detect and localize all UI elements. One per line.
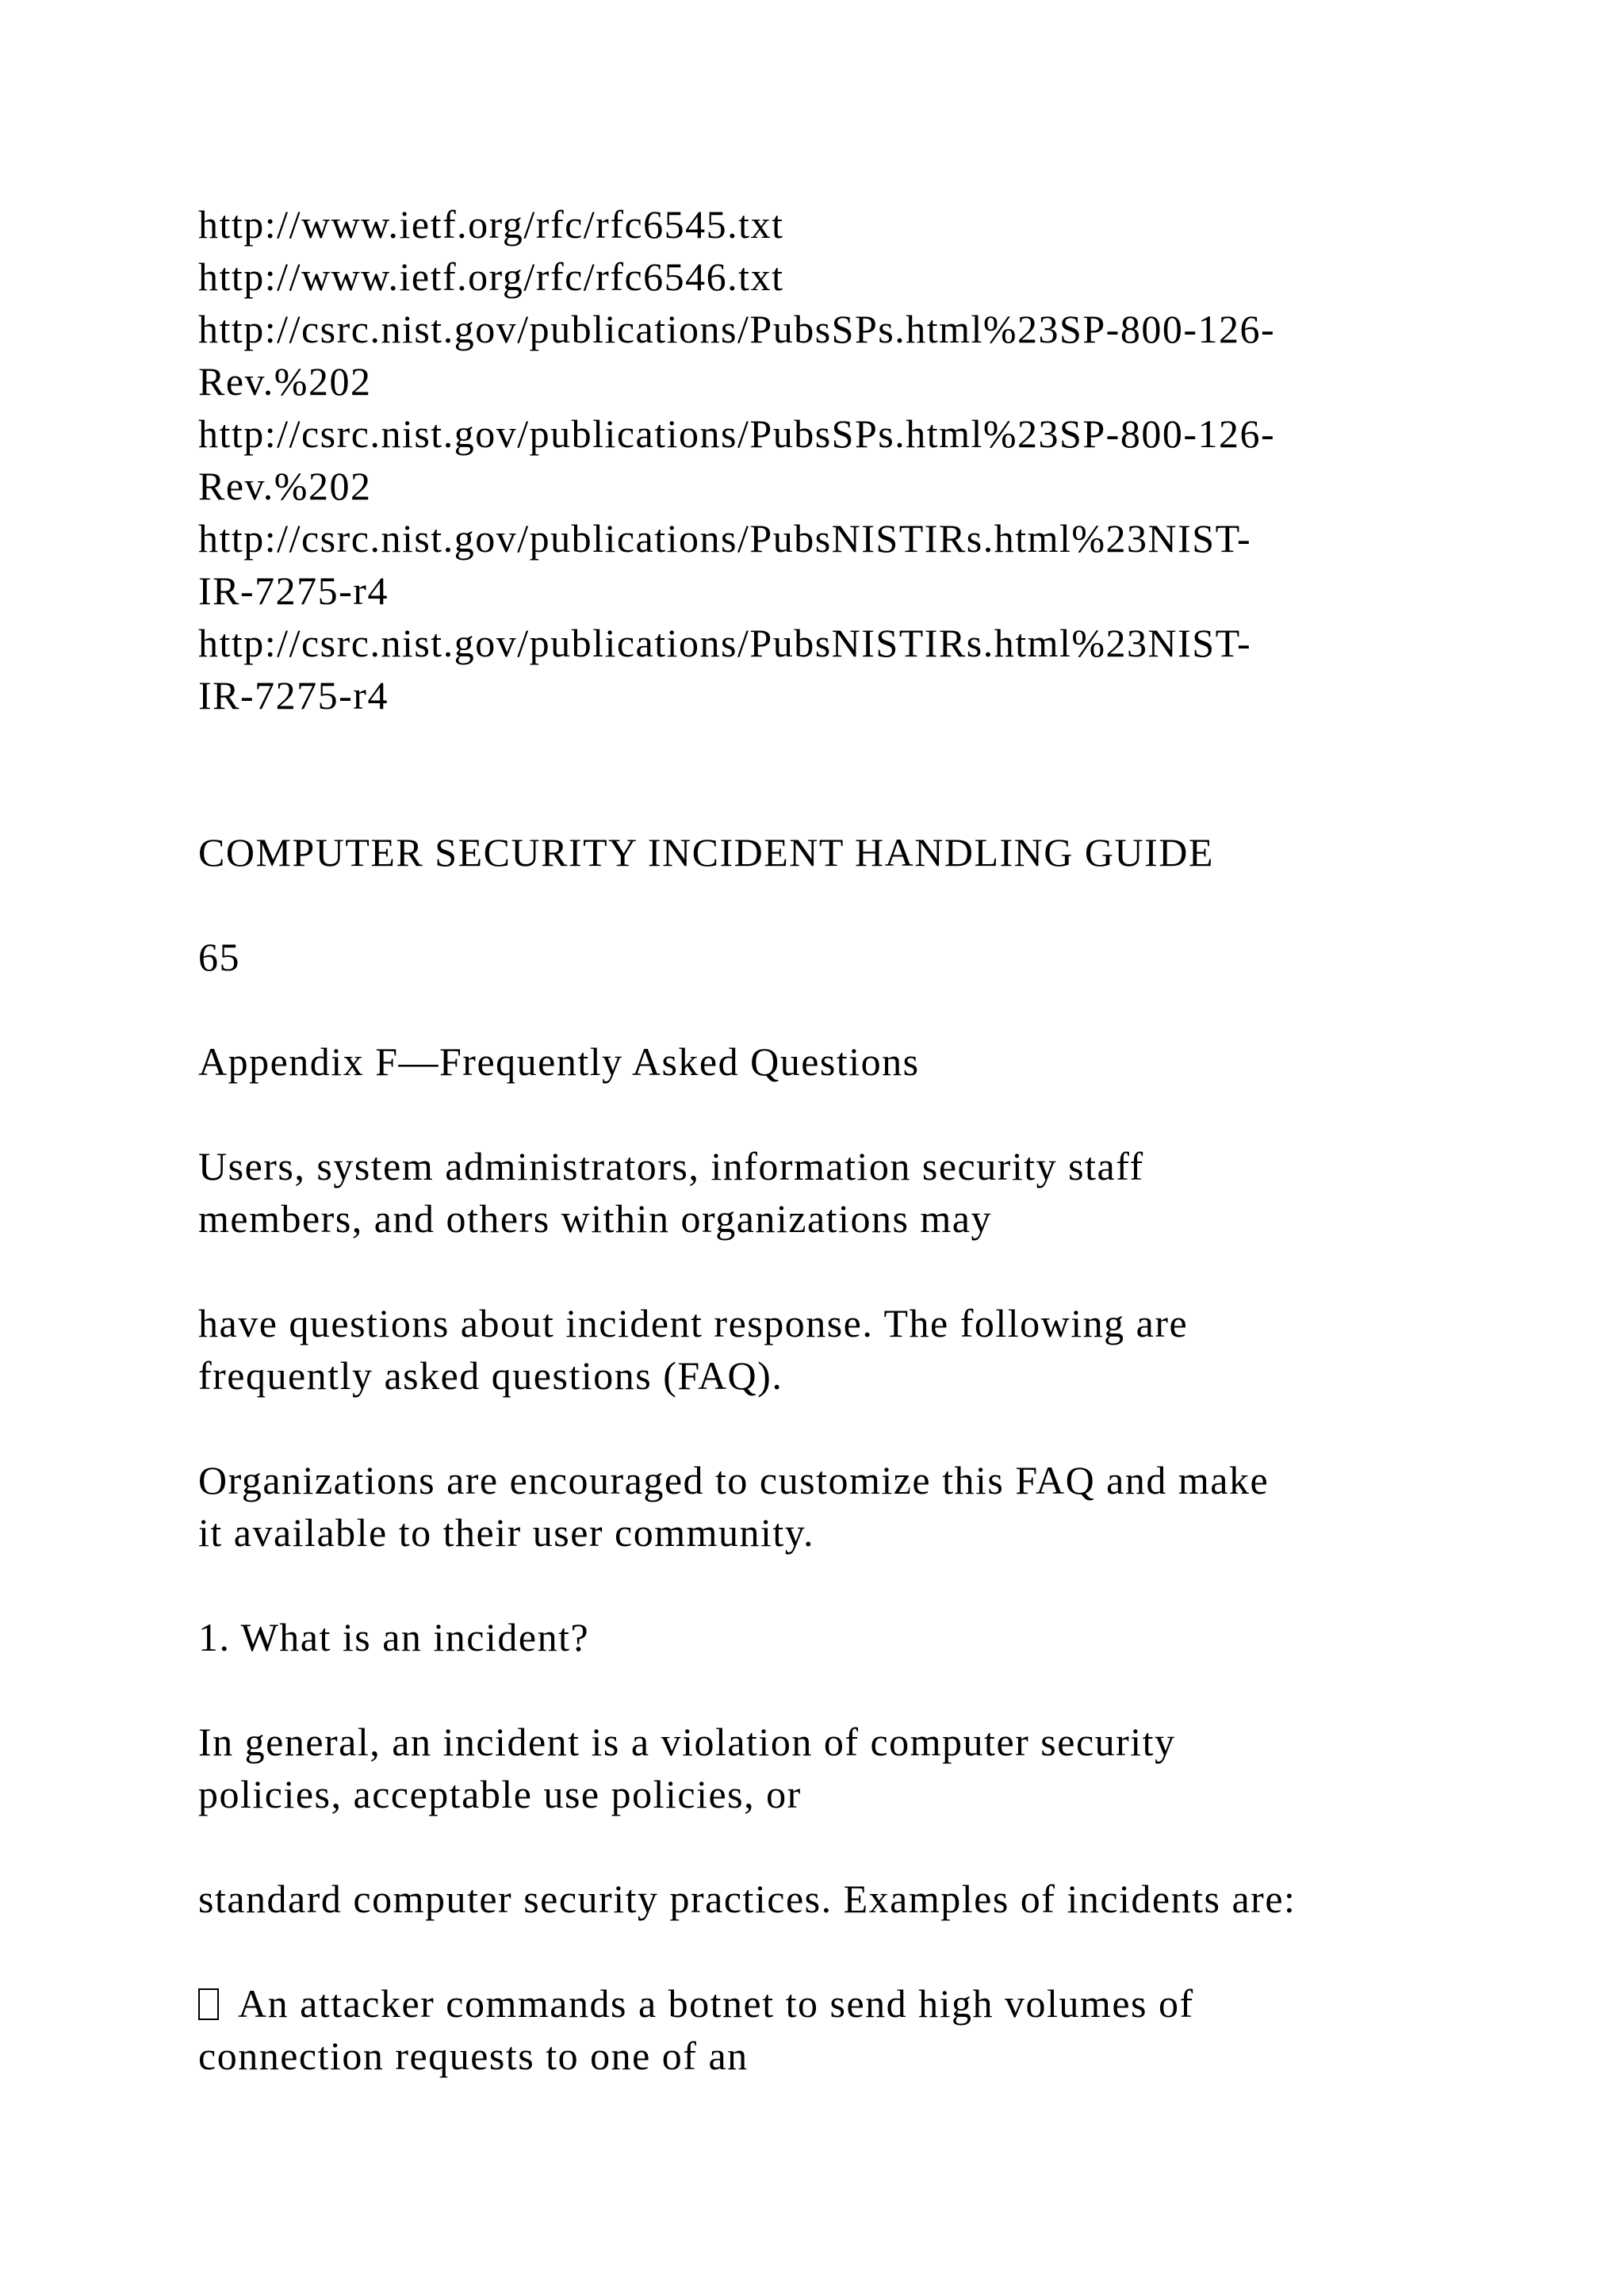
paragraph-line: standard computer security practices. Examples of incidents are: [198,1877,1297,1921]
paragraph-line: In general, an incident is a violation of computer security [198,1720,1176,1764]
spacer [198,1925,1467,1977]
running-header-text: COMPUTER SECURITY INCIDENT HANDLING GUIDE [198,830,1214,874]
reference-link[interactable]: http://csrc.nist.gov/publications/PubsNISTIRs.html%23NIST- [198,516,1252,561]
spacer [198,1245,1467,1297]
paragraph [198,1140,1467,1245]
bullet-text: An attacker commands a botnet to send high volumes of [238,1981,1194,2026]
spacer [198,1088,1467,1140]
reference-link-continuation[interactable]: Rev.%202 [198,359,372,404]
reference-link[interactable]: http://www.ietf.org/rfc/rfc6545.txt [198,202,784,247]
bullet-item [198,1977,1467,2082]
bullet-line: connection requests to one of an [198,2034,749,2078]
paragraph-line: frequently asked questions (FAQ). [198,1353,783,1398]
spacer [198,878,1467,931]
reference-link[interactable]: http://csrc.nist.gov/publications/PubsNISTIRs.html%23NIST- [198,621,1252,665]
paragraph [198,1297,1467,1402]
paragraph [198,1716,1467,1820]
paragraph-line: Organizations are encouraged to customize this FAQ and make [198,1458,1270,1502]
spacer [198,1559,1467,1611]
reference-link[interactable]: http://www.ietf.org/rfc/rfc6546.txt [198,254,784,299]
paragraph-line: members, and others within organizations may [198,1196,992,1241]
appendix-title-text: Appendix F—Frequently Asked Questions [198,1039,920,1084]
spacer [198,983,1467,1035]
reference-link-continuation[interactable]: IR-7275-r4 [198,673,389,718]
faq-question-text: 1. What is an incident? [198,1615,590,1659]
spacer [198,1402,1467,1454]
spacer [198,721,1467,826]
spacer [198,1820,1467,1873]
spacer [198,1663,1467,1716]
faq-question [198,1611,1467,1663]
document-page [198,198,1467,2082]
reference-link[interactable]: http://csrc.nist.gov/publications/PubsSPs.html%23SP-800-126- [198,307,1276,351]
paragraph-line: Users, system administrators, information security staff [198,1144,1144,1188]
reference-links [198,198,1467,721]
paragraph-line: policies, acceptable use policies, or [198,1772,802,1816]
bullet-line [198,1977,1467,2030]
page-number [198,931,1467,983]
reference-link[interactable]: http://csrc.nist.gov/publications/PubsSPs.html%23SP-800-126- [198,411,1276,456]
missing-glyph-bullet-icon [198,1988,219,2020]
appendix-title [198,1035,1467,1088]
page-number-text: 65 [198,935,240,979]
reference-link-continuation[interactable]: Rev.%202 [198,464,372,508]
running-header [198,826,1467,878]
reference-link-continuation[interactable]: IR-7275-r4 [198,568,389,613]
paragraph-line: it available to their user community. [198,1510,815,1555]
paragraph [198,1454,1467,1559]
paragraph-line: have questions about incident response. The following are [198,1301,1189,1345]
paragraph [198,1873,1467,1925]
